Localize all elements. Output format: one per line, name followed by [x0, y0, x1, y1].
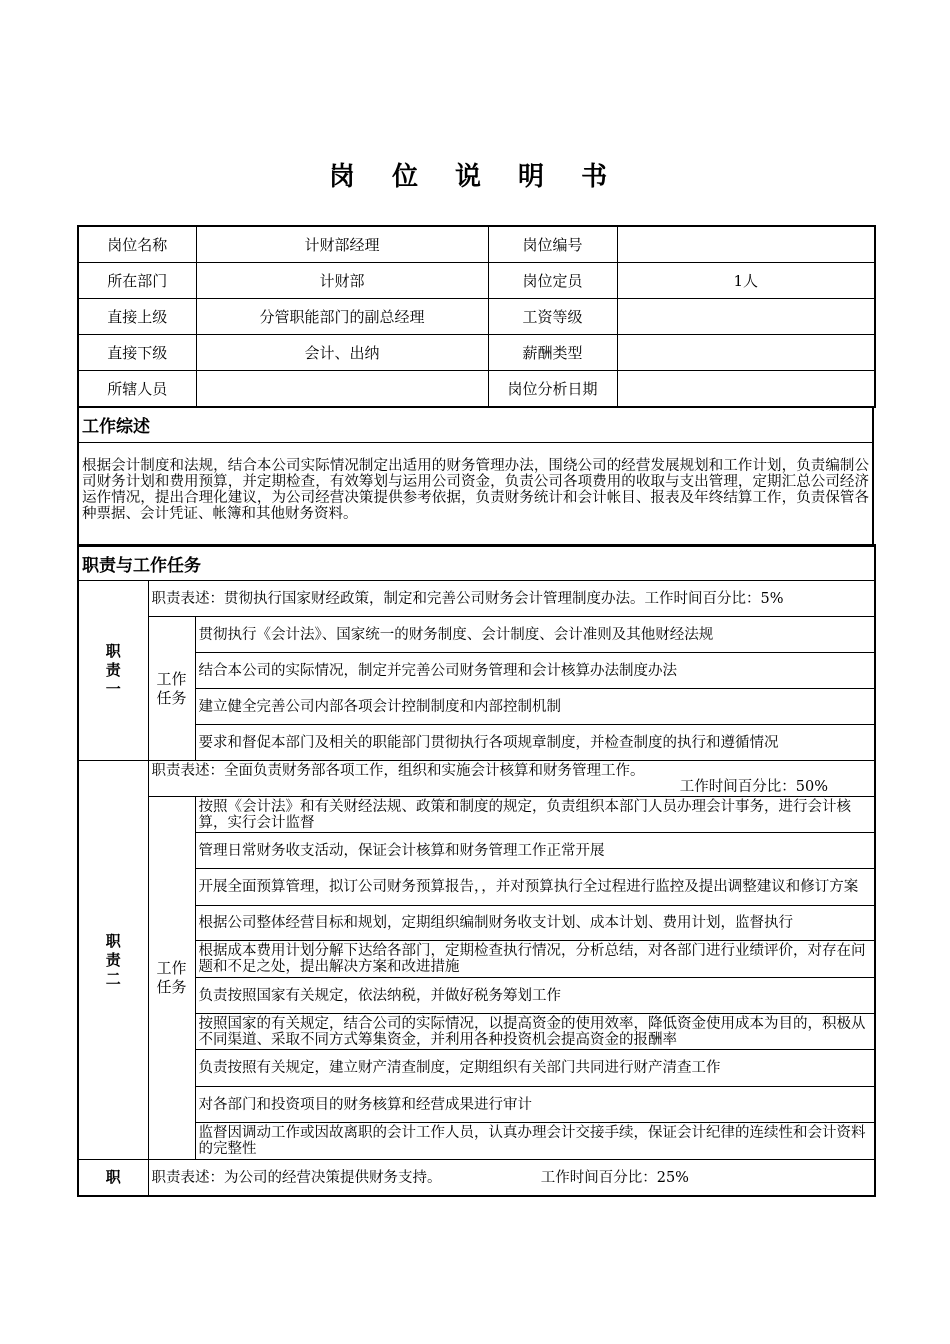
duty2-task-7: 按照国家的有关规定，结合公司的实际情况，以提高资金的使用效率，降低资金使用成本为目的，积极从不同渠道、采取不同方式筹集资金，并利用各种投资机会提高资金的报酬率	[195, 1014, 875, 1050]
superior-label: 直接上级	[78, 299, 196, 335]
dept-value: 计财部	[196, 263, 488, 299]
table-row	[78, 869, 875, 906]
table-row	[78, 1160, 875, 1197]
job-name-label: 岗位名称	[78, 226, 196, 263]
duty1-label-text: 职责一	[105, 642, 121, 698]
duty1-label	[78, 581, 148, 761]
table-row	[78, 226, 875, 263]
table-row	[78, 761, 875, 797]
table-row	[78, 833, 875, 869]
table-row	[78, 1123, 875, 1160]
superior-value: 分管职能部门的副总经理	[196, 299, 488, 335]
duties-heading: 职责与工作任务	[78, 545, 875, 581]
job-info-table	[77, 225, 876, 408]
duty2-percent: 工作时间百分比：50%	[679, 778, 829, 795]
summary-heading: 工作综述	[78, 407, 873, 443]
duty2-statement: 职责表述：全面负责财务部各项工作，组织和实施会计核算和财务管理工作。	[151, 762, 645, 779]
table-row	[78, 545, 875, 581]
duty1-task-2: 结合本公司的实际情况，制定并完善公司财务管理和会计核算办法制度办法	[195, 653, 875, 689]
table-row	[78, 407, 873, 443]
dept-label: 所在部门	[78, 263, 196, 299]
pay-type-value	[617, 335, 875, 371]
duty2-task-9: 对各部门和投资项目的财务核算和经营成果进行审计	[195, 1087, 875, 1123]
table-row	[78, 263, 875, 299]
grade-value	[617, 299, 875, 335]
table-row	[78, 371, 875, 408]
table-row	[78, 1014, 875, 1050]
staff-label: 所辖人员	[78, 371, 196, 408]
duty1-task-label-text: 工作任务	[156, 669, 187, 707]
job-code-label: 岗位编号	[488, 226, 617, 263]
table-row	[78, 906, 875, 941]
job-name-value: 计财部经理	[196, 226, 488, 263]
table-row	[78, 617, 875, 653]
summary-text: 根据会计制度和法规，结合本公司实际情况制定出适用的财务管理办法，围绕公司的经营发展规划和工作计划，负责编制公司财务计划和费用预算，并定期检查，有效筹划与运用公司资金，负责公司各项费用的收取与支出管理，定期汇总公司经济运作情况，提出合理化建议，为公司经营决策提供参考依据，负责财务统计和会计帐目、报表及年终结算工作，负责保管各种票据、会计凭证、帐簿和其他财务资料。	[78, 443, 873, 547]
table-row	[78, 689, 875, 725]
duty2-statement-cell	[148, 761, 875, 797]
duty1-statement: 职责表述：贯彻执行国家财经政策，制定和完善公司财务会计管理制度办法。工作时间百分比：5%	[148, 581, 875, 617]
duty2-task-4: 根据公司整体经营目标和规划，定期组织编制财务收支计划、成本计划、费用计划，监督执行	[195, 906, 875, 941]
summary-section	[77, 406, 874, 547]
duty2-task-6: 负责按照国家有关规定，依法纳税，并做好税务筹划工作	[195, 978, 875, 1014]
table-row	[78, 978, 875, 1014]
headcount-value: 1人	[617, 263, 875, 299]
subordinate-value: 会计、出纳	[196, 335, 488, 371]
duty2-task-8: 负责按照有关规定，建立财产清查制度，定期组织有关部门共同进行财产清查工作	[195, 1050, 875, 1087]
duty2-task-label-text: 工作任务	[156, 959, 187, 996]
table-row	[78, 725, 875, 761]
table-row	[78, 941, 875, 978]
duty3-statement-cell	[148, 1160, 875, 1197]
table-row	[78, 335, 875, 371]
grade-label: 工资等级	[488, 299, 617, 335]
table-row	[78, 443, 873, 547]
duty1-task-label	[148, 617, 195, 761]
table-row	[78, 653, 875, 689]
duty3-statement: 职责表述：为公司的经营决策提供财务支持。	[151, 1169, 442, 1186]
pay-type-label: 薪酬类型	[488, 335, 617, 371]
duty2-label	[78, 761, 148, 1160]
duty1-task-1: 贯彻执行《会计法》、国家统一的财务制度、会计制度、会计准则及其他财经法规	[195, 617, 875, 653]
duty2-task-3: 开展全面预算管理，拟订公司财务预算报告，，并对预算执行全过程进行监控及提出调整建议和修订方案	[195, 869, 875, 906]
headcount-label: 岗位定员	[488, 263, 617, 299]
duty2-label-text: 职责二	[105, 931, 121, 988]
duties-table	[77, 544, 876, 1197]
duty2-task-2: 管理日常财务收支活动，保证会计核算和财务管理工作正常开展	[195, 833, 875, 869]
table-row	[78, 797, 875, 833]
subordinate-label: 直接下级	[78, 335, 196, 371]
table-row	[78, 1087, 875, 1123]
job-code-value	[617, 226, 875, 263]
page-title: 岗 位 说 明 书	[328, 162, 622, 192]
table-row	[78, 299, 875, 335]
duty3-label: 职	[78, 1160, 148, 1197]
duty2-task-10: 监督因调动工作或因故离职的会计工作人员，认真办理会计交接手续，保证会计纪律的连续性和会计资料的完整性	[195, 1123, 875, 1160]
duty2-task-1: 按照《会计法》和有关财经法规、政策和制度的规定，负责组织本部门人员办理会计事务，进行会计核算，实行会计监督	[195, 797, 875, 833]
duty3-percent: 工作时间百分比：25%	[540, 1169, 689, 1186]
duty2-task-5: 根据成本费用计划分解下达给各部门，定期检查执行情况，分析总结，对各部门进行业绩评价，对存在问题和不足之处，提出解决方案和改进措施	[195, 941, 875, 978]
analysis-date-value	[617, 371, 875, 408]
duty2-task-label	[148, 797, 195, 1160]
duty1-task-4: 要求和督促本部门及相关的职能部门贯彻执行各项规章制度，并检查制度的执行和遵循情况	[195, 725, 875, 761]
table-row	[78, 1050, 875, 1087]
analysis-date-label: 岗位分析日期	[488, 371, 617, 408]
table-row	[78, 581, 875, 617]
staff-value	[196, 371, 488, 408]
duty1-task-3: 建立健全完善公司内部各项会计控制制度和内部控制机制	[195, 689, 875, 725]
